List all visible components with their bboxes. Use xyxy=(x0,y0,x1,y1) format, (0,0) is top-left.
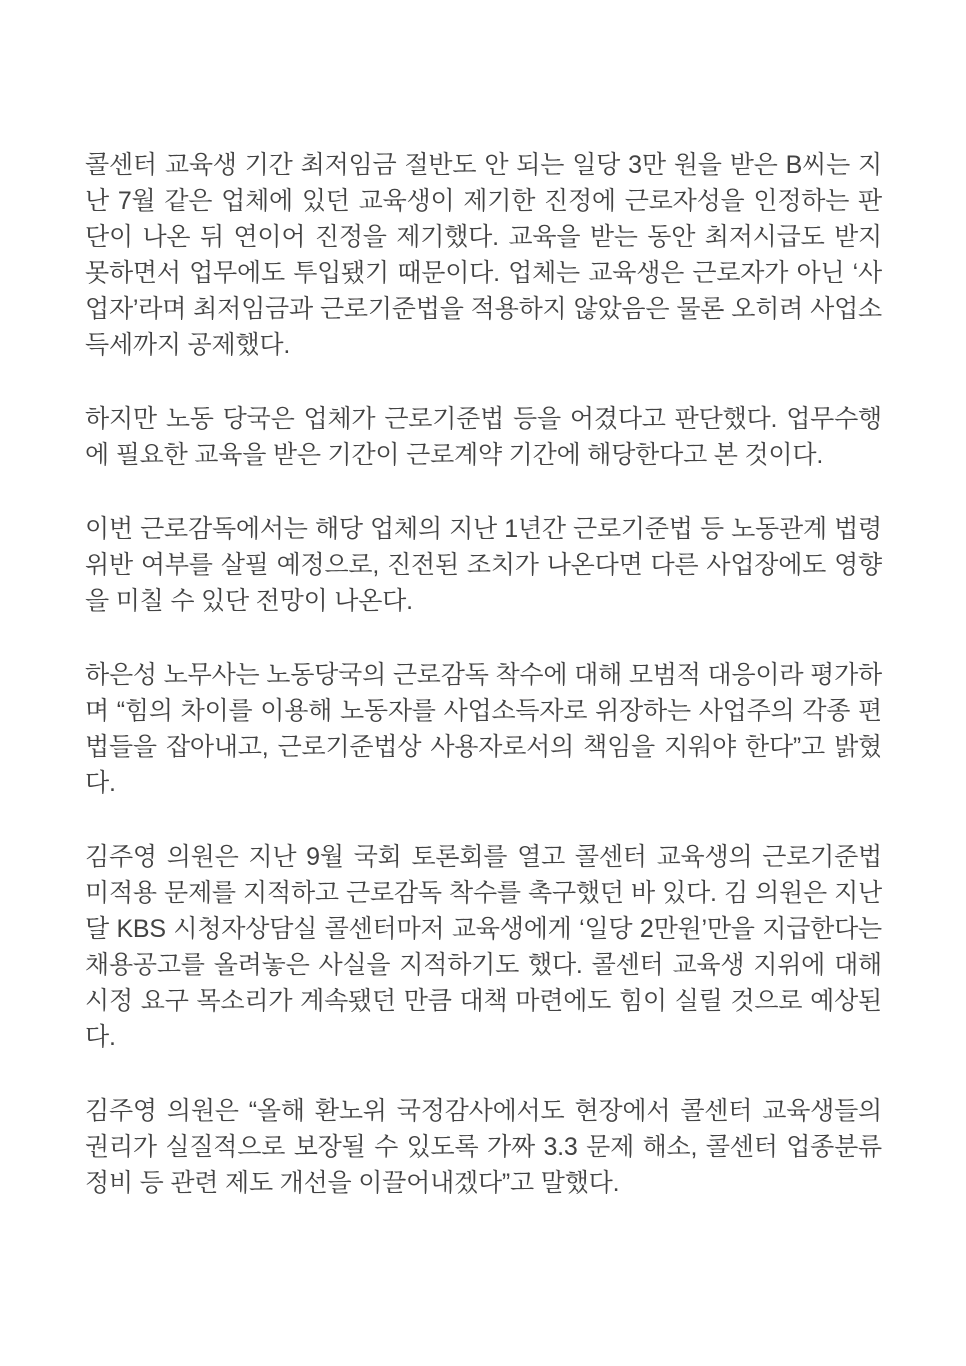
paragraph-3: 이번 근로감독에서는 해당 업체의 지난 1년간 근로기준법 등 노동관계 법령 위반 여부를 살필 예정으로, 진전된 조치가 나온다면 다른 사업장에도 영향을 미칠 수 있단 전망이 나온다. xyxy=(85,515,882,615)
paragraph-5: 김주영 의원은 지난 9월 국회 토론회를 열고 콜센터 교육생의 근로기준법 미적용 문제를 지적하고 근로감독 착수를 촉구했던 바 있다. 김 의원은 지난달 KBS 시청자상담실 콜센터마저 교육생에게 ‘일당 2만원’만을 지급한다는 채용공고를 올려놓은 사실을 지적하기도 했다. 콜센터 교육생 지위에 대해 시정 요구 목소리가 계속됐던 만큼 대책 마련에도 힘이 실릴 것으로 예상된다. xyxy=(85,843,882,1051)
paragraph-2: 하지만 노동 당국은 업체가 근로기준법 등을 어겼다고 판단했다. 업무수행에 필요한 교육을 받은 기간이 근로계약 기간에 해당한다고 본 것이다. xyxy=(85,405,882,469)
paragraph-4: 하은성 노무사는 노동당국의 근로감독 착수에 대해 모범적 대응이라 평가하며 “힘의 차이를 이용해 노동자를 사업소득자로 위장하는 사업주의 각종 편법들을 잡아내고, 근로기준법상 사용자로서의 책임을 지워야 한다”고 밝혔다. xyxy=(85,661,882,797)
paragraph-6: 김주영 의원은 “올해 환노위 국정감사에서도 현장에서 콜센터 교육생들의 권리가 실질적으로 보장될 수 있도록 가짜 3.3 문제 해소, 콜센터 업종분류 정비 등 관련 제도 개선을 이끌어내겠다”고 말했다. xyxy=(85,1097,882,1197)
paragraph-1: 콜센터 교육생 기간 최저임금 절반도 안 되는 일당 3만 원을 받은 B씨는 지난 7월 같은 업체에 있던 교육생이 제기한 진정에 근로자성을 인정하는 판단이 나온 뒤 연이어 진정을 제기했다. 교육을 받는 동안 최저시급도 받지 못하면서 업무에도 투입됐기 때문이다. 업체는 교육생은 근로자가 아닌 ‘사업자’라며 최저임금과 근로기준법을 적용하지 않았음은 물론 오히려 사업소득세까지 공제했다. xyxy=(85,151,882,359)
